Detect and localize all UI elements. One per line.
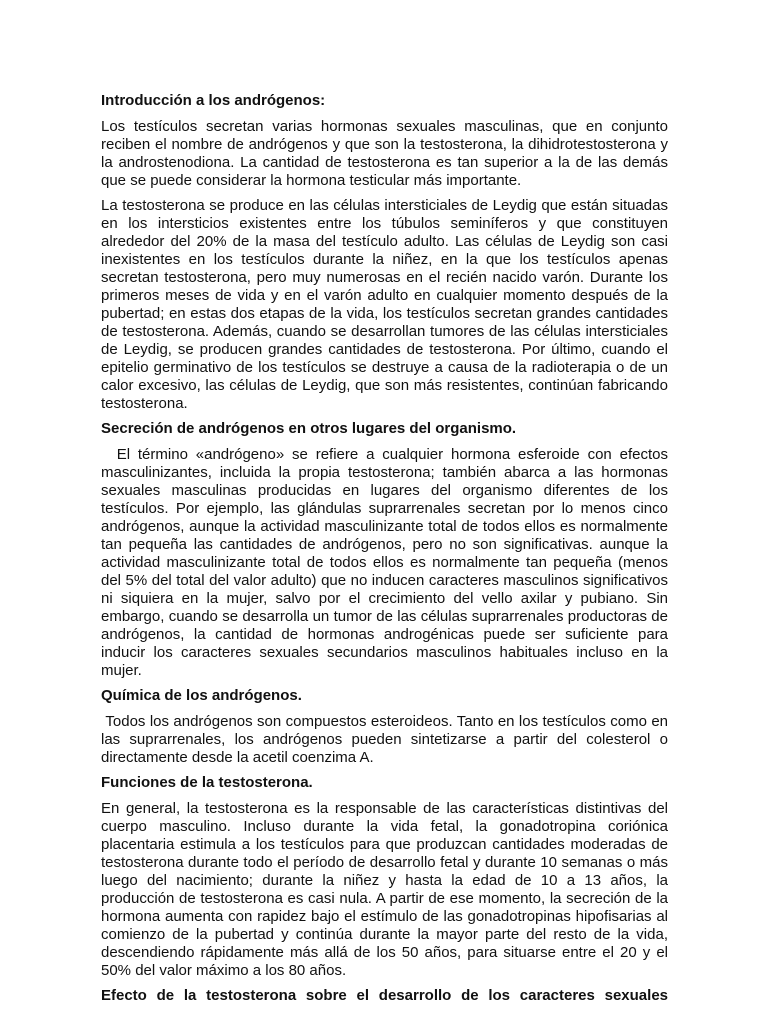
- paragraph-caracteristicas: En general, la testosterona es la responsable de las características distintivas del cuerpo masculino. Incluso durante la vida fetal, la gonadotropina coriónica placentaria estimula a los testículos para que produzcan cantidades moderadas de testosterona durante todo el período de desarrollo fetal y durante 10 semanas o más luego del nacimiento; durante la niñez y hasta la edad de 10 a 13 años, la producción de testosterona es casi nula. A partir de ese momento, la secreción de la hormona aumenta con rapidez bajo el estímulo de las gonadotropinas hipofisarias al comienzo de la pubertad y continúa durante la mayor parte del resto de la vida, descendiendo rápidamente más allá de los 50 años, para situarse entre el 20 y el 50% del valor máximo a los 80 años.: [101, 800, 673, 979]
- document-page: [101, 92, 673, 1013]
- paragraph-testiculos: Los testículos secretan varias hormonas sexuales masculinas, que en conjunto reciben el nombre de andrógenos y que son la testosterona, la dihidrotestosterona y la androstenodiona. La cantidad de testosterona es tan superior a la de las demás que se puede considerar la hormona testicular más importante.: [101, 118, 673, 189]
- section-funciones: [101, 774, 673, 980]
- heading-quimica: Química de los andrógenos.: [101, 687, 302, 704]
- heading-secrecion: Secreción de andrógenos en otros lugares del organismo.: [101, 420, 517, 437]
- heading-introduccion: Introducción a los andrógenos:: [101, 92, 326, 109]
- paragraph-androgeno: El término «andrógeno» se refiere a cualquier hormona esferoide con efectos masculinizantes, incluida la propia testosterona; también abarca a las hormonas sexuales masculinas producidas en lugares del organismo diferentes de los testículos. Por ejemplo, las glándulas suprarrenales secretan por lo menos cinco andrógenos, aunque la actividad masculinizante total de todos ellos es normalmente tan pequeña las cantidades de andrógenos, pero no son significativas. aunque la actividad masculinizante total de todos ellos es normalmente tan pequeña (menos del 5% del total del valor adulto) que no inducen caracteres masculinos significativos ni siquiera en la mujer, salvo por el crecimiento del vello axilar y pubiano. Sin embargo, cuando se desarrolla un tumor de las células suprarrenales productoras de andrógenos, la cantidad de hormonas androgénicas puede ser suficiente para inducir los caracteres sexuales secundarios masculinos habituales incluso en la mujer.: [101, 446, 673, 679]
- section-quimica: [101, 687, 673, 767]
- paragraph-esteroideos: Todos los andrógenos son compuestos esteroideos. Tanto en los testículos como en las suprarrenales, los andrógenos pueden sintetizarse a partir del colesterol o directamente desde la acetil coenzima A.: [101, 713, 673, 766]
- heading-efecto-testosterona: Efecto de la testosterona sobre el desarrollo de los caracteres sexuales: [101, 987, 668, 1004]
- section-intro: [101, 92, 673, 413]
- paragraph-leydig: La testosterona se produce en las células intersticiales de Leydig que están situadas en los intersticios existentes entre los túbulos seminíferos y que constituyen alrededor del 20% de la masa del testículo adulto. Las células de Leydig son casi inexistentes en los testículos durante la niñez, en la que los testículos apenas secretan testosterona, pero muy numerosas en el recién nacido varón. Durante los primeros meses de vida y en el varón adulto en cualquier momento después de la pubertad; en estas dos etapas de la vida, los testículos secretan grandes cantidades de testosterona. Además, cuando se desarrollan tumores de las células intersticiales de Leydig, se producen grandes cantidades de testosterona. Por último, cuando el epitelio germinativo de los testículos se destruye a causa de la radioterapia o de un calor excesivo, las células de Leydig, que son más resistentes, continúan fabricando testosterona.: [101, 197, 673, 412]
- heading-funciones: Funciones de la testosterona.: [101, 774, 313, 791]
- section-secrecion: [101, 420, 673, 680]
